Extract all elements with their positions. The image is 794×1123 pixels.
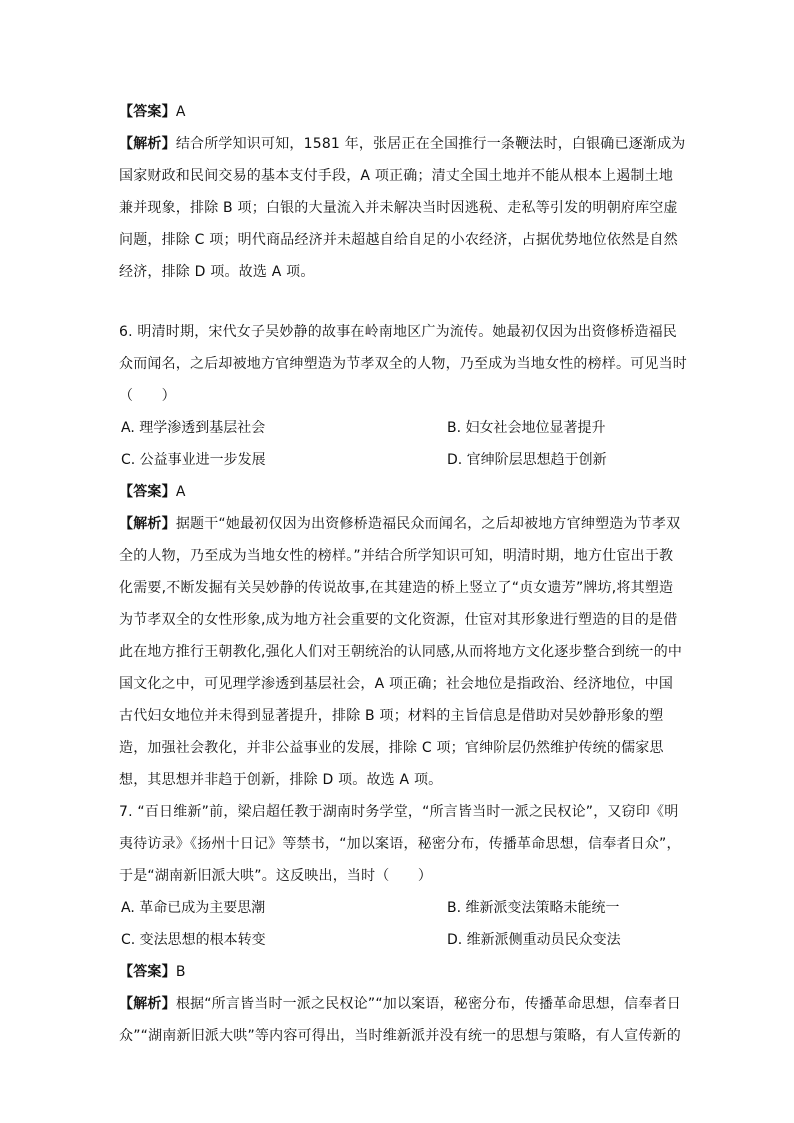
document-page bbox=[119, 96, 687, 1052]
analysis-text: 国文化之中，可见理学渗透到基层社会，A 项正确；社会地位是指政治、经济地位，中国 bbox=[119, 676, 674, 692]
analysis-line bbox=[119, 988, 679, 1020]
analysis-text: 造，加强社会教化，并非公益事业的发展，排除 C 项；官绅阶层仍然维护传统的儒家思 bbox=[119, 740, 664, 756]
spacer bbox=[119, 288, 679, 316]
question-6-stem: （ ） bbox=[119, 388, 176, 404]
analysis-tag: 【解析】 bbox=[119, 996, 176, 1012]
analysis-text: 想，其思想并非趋于创新，排除 D 项。故选 A 项。 bbox=[119, 772, 443, 788]
option-b: B. 妇女社会地位显著提升 bbox=[447, 420, 606, 436]
answer-line bbox=[119, 96, 679, 128]
option-c: C. 公益事业进一步发展 bbox=[121, 452, 266, 468]
analysis-text: 结合所学知识可知，1581 年，张居正在全国推行一条鞭法时，白银确已逐渐成为 bbox=[175, 136, 686, 152]
analysis-text: 众”“湖南新旧派大哄”等内容可得出，当时维新派并没有统一的思想与策略，有人宣传新的 bbox=[119, 1028, 681, 1044]
answer-tag: 【答案】 bbox=[119, 964, 176, 980]
question-7-options-row bbox=[119, 892, 679, 924]
question-6-options-row bbox=[119, 412, 679, 444]
option-b: B. 维新派变法策略未能统一 bbox=[447, 900, 620, 916]
analysis-tag: 【解析】 bbox=[119, 136, 176, 152]
analysis-text: 问题，排除 C 项；明代商品经济并未超越自给自足的小农经济，占据优势地位依然是自然 bbox=[119, 232, 678, 248]
answer-line bbox=[119, 956, 679, 988]
analysis-line bbox=[119, 128, 686, 160]
analysis-text: 此在地方推行王朝教化,强化人们对王朝统治的认同感,从而将地方文化逐步整合到统一的中 bbox=[119, 644, 683, 660]
analysis-text: 为节孝双全的女性形象,成为地方社会重要的文化资源，仕宦对其形象进行塑造的目的是借 bbox=[119, 612, 678, 628]
option-d: D. 官绅阶层思想趋于创新 bbox=[447, 452, 607, 468]
analysis-text: 根据“所言皆当时一派之民权论”“加以案语，秘密分布，传播革命思想，信奉者日 bbox=[175, 996, 681, 1012]
option-d: D. 维新派侧重动员民众变法 bbox=[447, 932, 621, 948]
question-7-stem: 夷待访录》《扬州十日记》等禁书，“加以案语，秘密分布，传播革命思想，信奉者日众”， bbox=[119, 836, 681, 852]
question-7-stem: 7. “百日维新”前，梁启超任教于湖南时务学堂，“所言皆当时一派之民权论”，又窃印《明 bbox=[119, 804, 679, 820]
analysis-text: 古代妇女地位并未得到显著提升，排除 B 项；材料的主旨信息是借助对吴妙静形象的塑 bbox=[119, 708, 664, 724]
analysis-text: 化需要,不断发掘有关吴妙静的传说故事,在其建造的桥上竖立了“贞女遗芳”牌坊,将其塑造 bbox=[119, 580, 674, 596]
option-c: C. 变法思想的根本转变 bbox=[121, 932, 266, 948]
option-a: A. 革命已成为主要思潮 bbox=[121, 900, 266, 916]
question-7-stem: 于是“湖南新旧派大哄”。这反映出，当时（ ） bbox=[119, 868, 433, 884]
question-6-options-row bbox=[119, 444, 679, 476]
question-6-stem: 众而闻名，之后却被地方官绅塑造为节孝双全的人物，乃至成为当地女性的榜样。可见当时 bbox=[119, 356, 687, 372]
answer-tag: 【答案】 bbox=[119, 104, 176, 120]
analysis-text: 国家财政和民间交易的基本支付手段，A 项正确；清丈全国土地并不能从根本上遏制土地 bbox=[119, 168, 674, 184]
analysis-line bbox=[119, 508, 679, 540]
question-7-options-row bbox=[119, 924, 679, 956]
answer-line bbox=[119, 476, 679, 508]
answer-value: B bbox=[175, 964, 186, 980]
analysis-text: 全的人物，乃至成为当地女性的榜样。”并结合所学知识可知，明清时期，地方仕宦出于教 bbox=[119, 548, 674, 564]
analysis-text: 经济，排除 D 项。故选 A 项。 bbox=[119, 264, 315, 280]
analysis-text: 兼并现象，排除 B 项；白银的大量流入并未解决当时因逃税、走私等引发的明朝府库空虚 bbox=[119, 200, 678, 216]
answer-value: A bbox=[175, 484, 186, 500]
answer-value: A bbox=[175, 104, 186, 120]
question-6-stem: 6. 明清时期，宋代女子吴妙静的故事在岭南地区广为流传。她最初仅因为出资修桥造福民 bbox=[119, 324, 678, 340]
analysis-tag: 【解析】 bbox=[119, 516, 176, 532]
option-a: A. 理学渗透到基层社会 bbox=[121, 420, 266, 436]
answer-tag: 【答案】 bbox=[119, 484, 176, 500]
analysis-text: 据题干“她最初仅因为出资修桥造福民众而闻名，之后却被地方官绅塑造为节孝双 bbox=[175, 516, 681, 532]
